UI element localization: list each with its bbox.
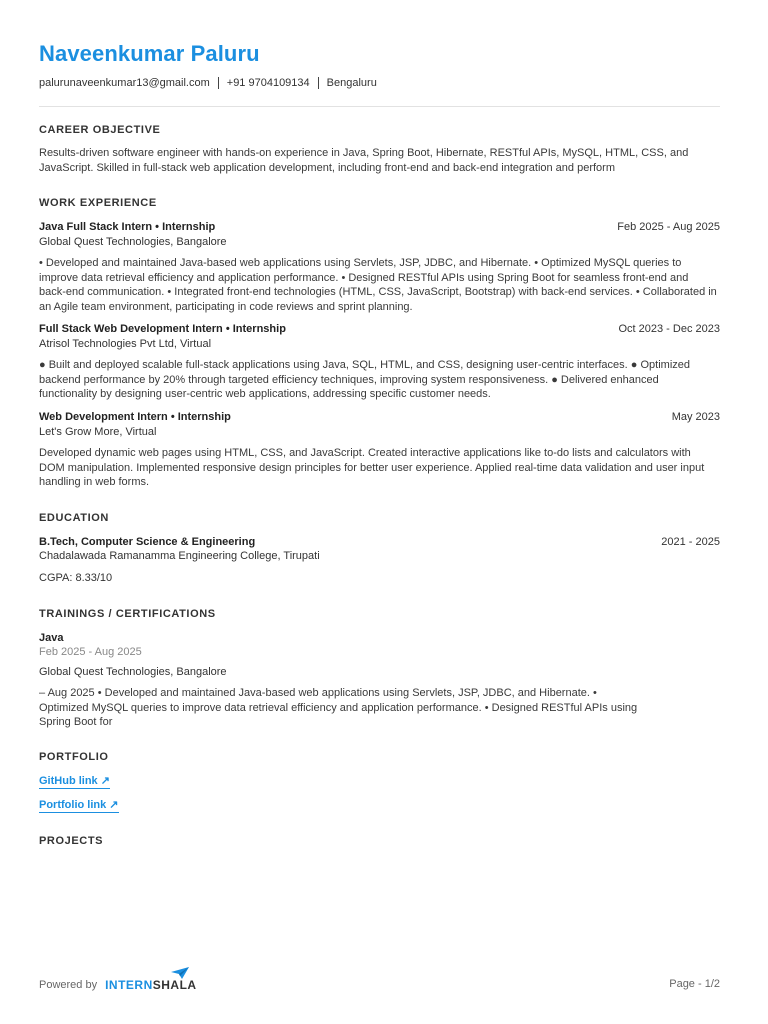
training-description: – Aug 2025 • Developed and maintained Java-based web applications using Servlets, JSP, JDBC, and Hibernate. • Optimized MySQL queries to improve data retrieval efficiency and application performance. • Designed RESTful APIs using Spring Boot for <box>39 687 638 728</box>
location: Bengaluru <box>326 77 377 89</box>
training-name: Java <box>39 632 64 644</box>
cgpa: CGPA: 8.33/10 <box>39 572 113 584</box>
training-dates: Feb 2025 - Aug 2025 <box>39 646 142 658</box>
footer-powered-by <box>39 978 197 992</box>
job-title: Full Stack Web Development Intern • Internship <box>39 323 286 335</box>
internshala-logo[interactable] <box>105 978 197 992</box>
degree: B.Tech, Computer Science & Engineering <box>39 536 256 548</box>
education-dates: 2021 - 2025 <box>661 536 720 548</box>
job-dates: Feb 2025 - Aug 2025 <box>617 221 720 233</box>
job-org: Let's Grow More, Virtual <box>39 426 157 438</box>
portfolio-link[interactable]: Portfolio link ↗ <box>39 799 119 811</box>
job-description: • Developed and maintained Java-based web applications using Servlets, JSP, JDBC, and Hibernate. • Optimized MySQL queries to improve data retrieval efficiency and application performance. • Designed RESTful APIs using Spring Boot for seamless front-end and back-end communication. • Integrated front-end technologies (HTML, CSS, JavaScript, Bootstrap) with back-end services. • Collaborated in an Agile team environment, participating in code reviews and sprint planning. <box>39 257 717 313</box>
powered-by-label: Powered by <box>39 979 98 991</box>
candidate-name: Naveenkumar Paluru <box>39 41 260 66</box>
job-header <box>39 411 720 423</box>
job-description: Developed dynamic web pages using HTML, CSS, and JavaScript. Created interactive applications like to-do lists and calculators with DOM manipulation. Implemented responsive design principles for better user experience. Applied real-time data validation and user input handling in web forms. <box>39 447 705 488</box>
section-title-trainings: TRAININGS / CERTIFICATIONS <box>39 608 216 620</box>
job-org: Atrisol Technologies Pvt Ltd, Virtual <box>39 338 212 350</box>
contact-info <box>39 77 377 89</box>
job-description: ● Built and deployed scalable full-stack applications using Java, SQL, HTML, and CSS, designing user-centric interfaces. ● Optimized backend performance by 20% through targeted efficiency techniques, improving system responsiveness. ● Delivered enhanced functionality by designing user-centric web applications, addressing specific customer needs. <box>39 359 690 400</box>
job-dates: May 2023 <box>671 411 720 423</box>
section-title-portfolio: PORTFOLIO <box>39 751 109 763</box>
section-title-projects: PROJECTS <box>39 835 104 847</box>
job-header <box>39 221 720 233</box>
job-title: Web Development Intern • Internship <box>39 411 231 423</box>
section-title-education: EDUCATION <box>39 512 109 524</box>
paper-plane-icon <box>171 967 189 979</box>
college: Chadalawada Ramanamma Engineering College, Tirupati <box>39 550 320 562</box>
page-number: Page - 1/2 <box>669 978 720 990</box>
job-header <box>39 323 720 335</box>
divider <box>218 77 219 89</box>
job-title: Java Full Stack Intern • Internship <box>39 221 216 233</box>
logo-intern-text: INTERN <box>105 978 153 992</box>
email[interactable]: palurunaveenkumar13@gmail.com <box>39 77 210 89</box>
phone[interactable]: +91 9704109134 <box>226 77 310 89</box>
training-header <box>39 632 720 644</box>
section-title-career-objective: CAREER OBJECTIVE <box>39 124 161 136</box>
github-link[interactable]: GitHub link ↗ <box>39 775 110 787</box>
header-divider <box>39 106 720 107</box>
divider <box>318 77 319 89</box>
job-dates: Oct 2023 - Dec 2023 <box>618 323 720 335</box>
training-org: Global Quest Technologies, Bangalore <box>39 666 227 678</box>
education-header <box>39 536 720 548</box>
job-org: Global Quest Technologies, Bangalore <box>39 236 227 248</box>
career-objective-text: Results-driven software engineer with hands-on experience in Java, Spring Boot, Hibernate, RESTful APIs, MySQL, HTML, CSS, and JavaScript. Skilled in full-stack web application development, including front-end and back-end integration and perform <box>39 147 689 174</box>
logo-shala-text: SHALA <box>152 978 197 992</box>
section-title-work-experience: WORK EXPERIENCE <box>39 197 157 209</box>
